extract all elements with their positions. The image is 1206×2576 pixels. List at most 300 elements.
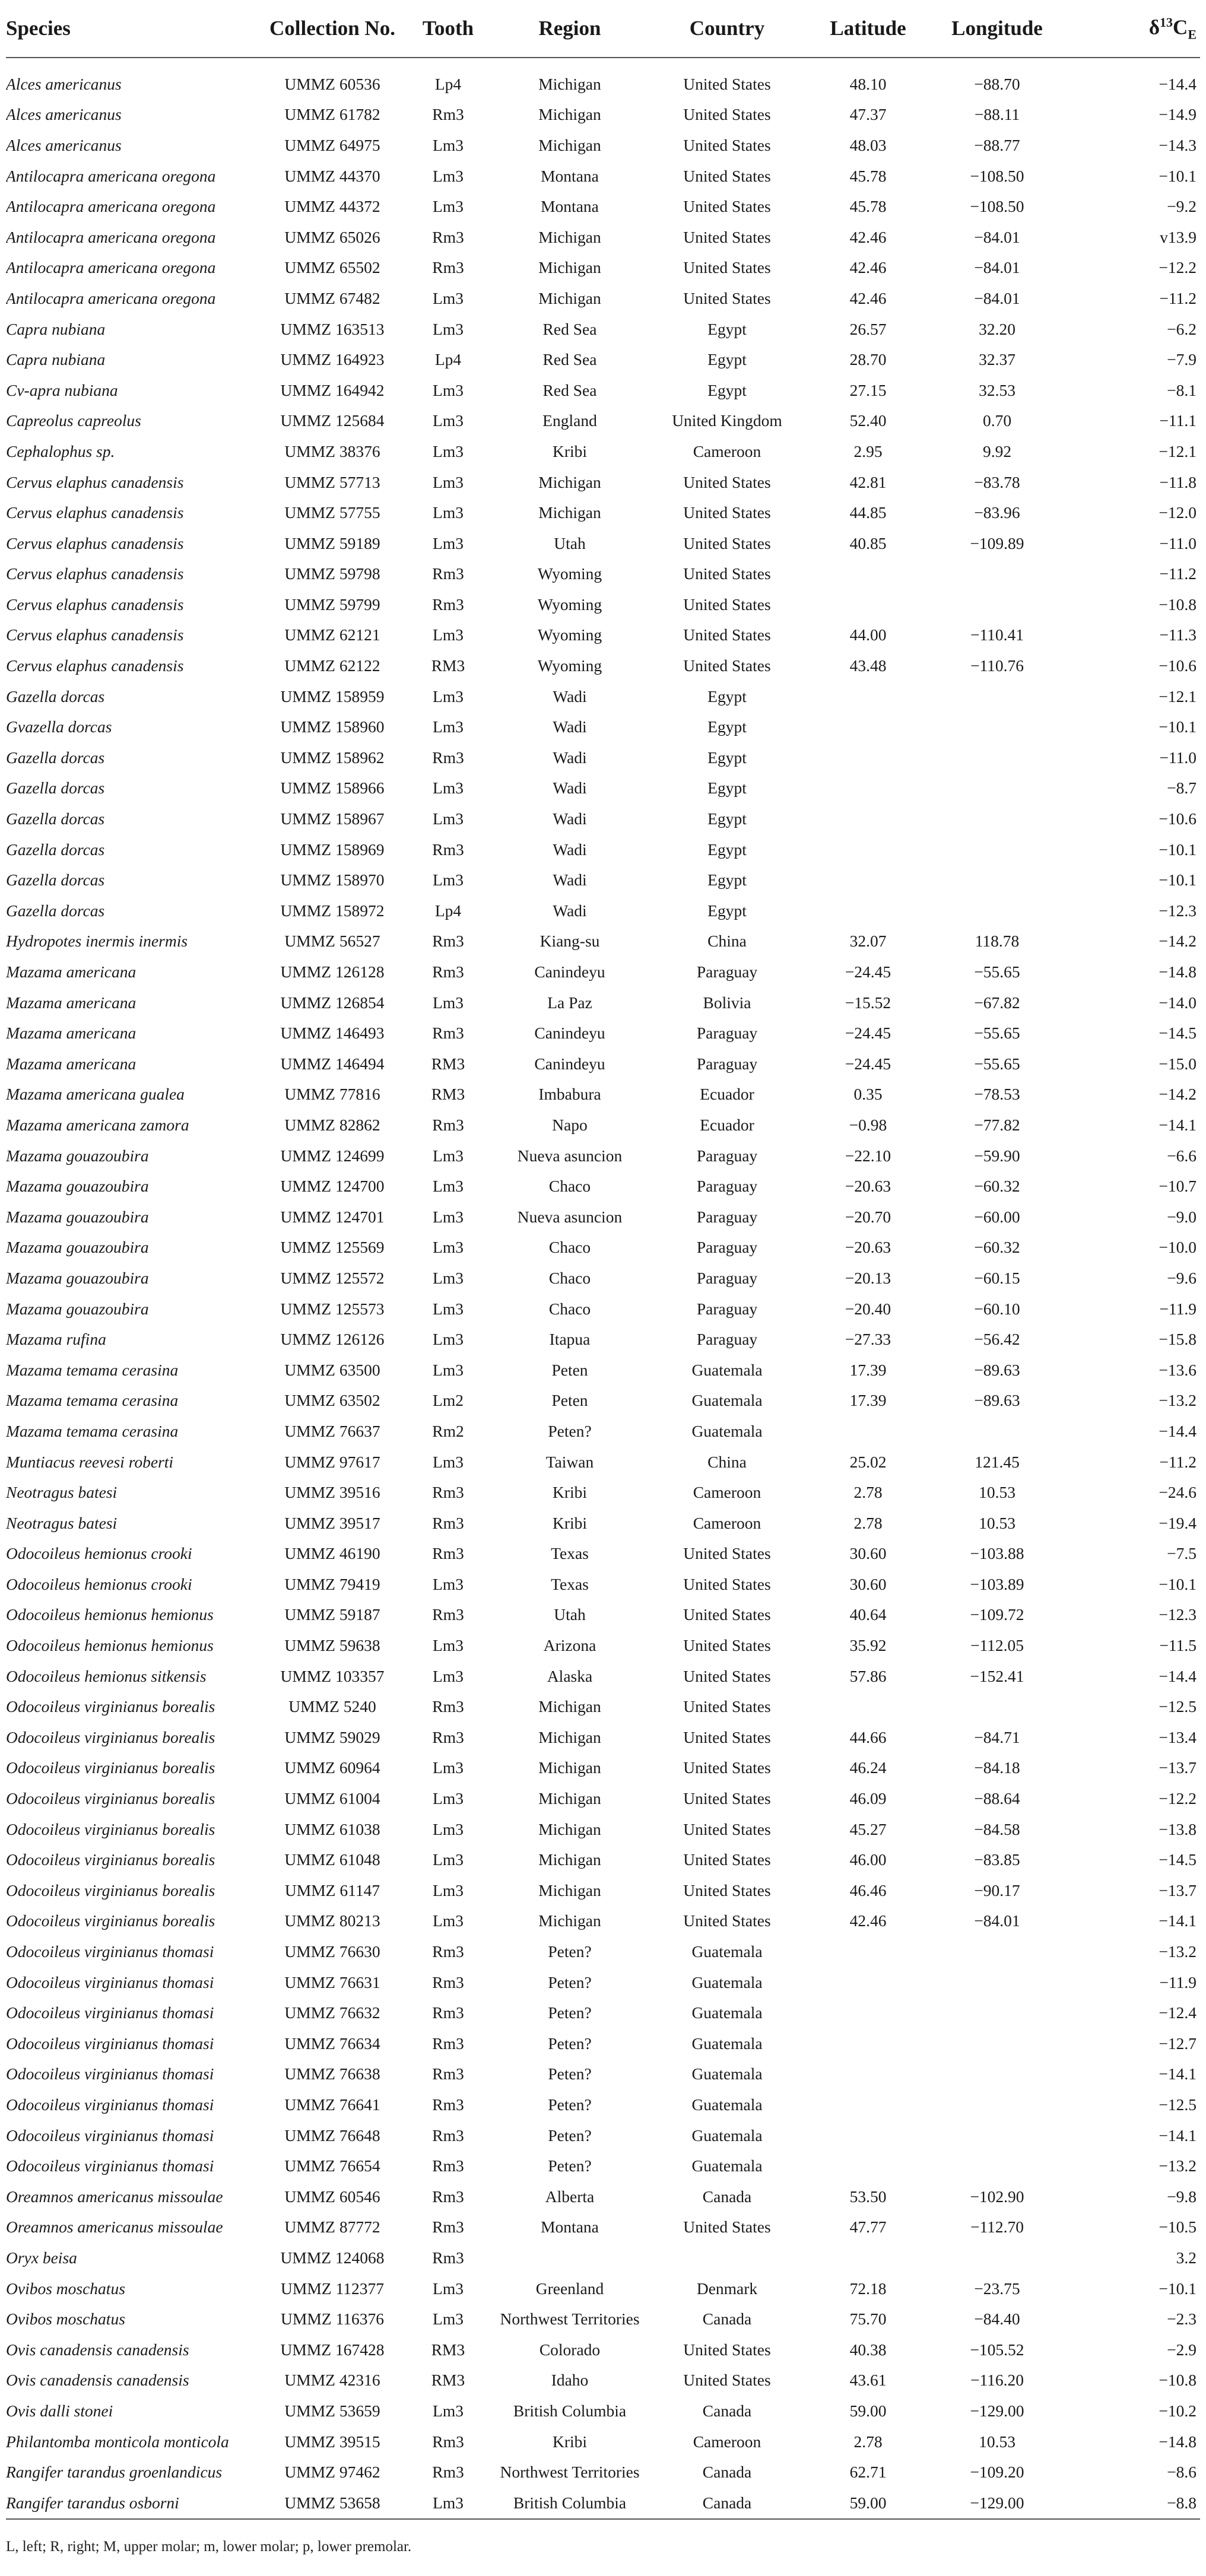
table-row	[6, 742, 1200, 773]
cell-country: China	[707, 932, 747, 951]
cell-latitude: 17.39	[849, 1391, 887, 1410]
cell-collection-no: UMMZ 61038	[284, 1819, 380, 1838]
cell-region: Wadi	[553, 687, 587, 706]
cell-country: Egypt	[707, 380, 747, 399]
cell-delta13c: −12.5	[1159, 2095, 1197, 2114]
cell-region: La Paz	[547, 993, 592, 1012]
cell-latitude: 47.37	[849, 105, 887, 124]
cell-species: Neotragus batesi	[6, 1483, 118, 1502]
cell-latitude: 46.46	[849, 1881, 887, 1900]
cell-species: Odocoileus virginianus borealis	[6, 1911, 215, 1930]
cell-latitude: 40.64	[849, 1605, 887, 1624]
cell-collection-no: UMMZ 125569	[280, 1238, 385, 1257]
cell-region: Kribi	[552, 1483, 588, 1502]
cell-country: Paraguay	[696, 1238, 758, 1257]
cell-collection-no: UMMZ 76632	[284, 2003, 380, 2022]
cell-country: Egypt	[707, 717, 747, 736]
cell-region: Chaco	[548, 1268, 591, 1287]
cell-latitude: 42.46	[849, 227, 887, 246]
cell-country	[647, 2243, 807, 2273]
cell-tooth: RM3	[431, 2371, 465, 2390]
cell-region: Montana	[541, 197, 599, 216]
cell-collection-no: UMMZ 59799	[284, 595, 380, 614]
cell-country: United States	[683, 258, 771, 277]
cell-species: Odocoileus hemionus crooki	[6, 1574, 192, 1593]
cell-collection-no: UMMZ 125572	[280, 1268, 385, 1287]
cell-country: United States	[683, 227, 771, 246]
cell-region: Michigan	[538, 1819, 601, 1838]
cell-tooth: Lm2	[433, 1391, 464, 1410]
cell-tooth: Lm3	[433, 1666, 464, 1685]
table-row	[6, 130, 1200, 161]
cell-latitude: −24.45	[845, 1024, 891, 1043]
table-row	[6, 2334, 1200, 2365]
cell-tooth: Rm3	[432, 227, 464, 246]
table-row	[6, 1386, 1200, 1416]
cell-country: Canada	[702, 2401, 752, 2420]
cell-region: Napo	[552, 1115, 588, 1134]
cell-collection-no: UMMZ 44370	[284, 166, 380, 185]
cell-country: Guatemala	[691, 1942, 763, 1961]
cell-longitude: −84.01	[974, 288, 1020, 307]
cell-species: Cervus elaphus canadensis	[6, 533, 184, 552]
cell-species: Cephalophus sp.	[6, 441, 115, 460]
cell-collection-no: UMMZ 62122	[284, 656, 380, 675]
table-row	[6, 834, 1200, 865]
cell-longitude: −105.52	[970, 2340, 1024, 2359]
cell-region: Canindeyu	[534, 1024, 605, 1043]
delta-subscript: E	[1188, 27, 1197, 42]
cell-region: Wyoming	[537, 656, 602, 675]
cell-longitude: −83.78	[974, 472, 1020, 491]
cell-country: United States	[683, 1819, 771, 1838]
cell-delta13c: −14.2	[1159, 1085, 1197, 1104]
cell-latitude: 45.78	[849, 197, 887, 216]
table-row	[6, 1202, 1200, 1233]
cell-region: Peten?	[548, 2095, 592, 2114]
cell-region: Michigan	[538, 1758, 601, 1777]
cell-delta13c: −15.8	[1159, 1330, 1197, 1349]
cell-tooth: Lm3	[433, 1299, 464, 1318]
cell-longitude: 32.37	[979, 350, 1015, 369]
cell-collection-no: UMMZ 76641	[284, 2095, 380, 2114]
table-row	[6, 2396, 1200, 2426]
cell-tooth: Lm3	[433, 2310, 464, 2329]
cell-latitude: 72.18	[849, 2279, 887, 2298]
cell-tooth: Lm3	[433, 1268, 464, 1287]
cell-latitude: −20.13	[845, 1268, 891, 1287]
cell-country: United States	[683, 2340, 771, 2359]
cell-delta13c: −6.2	[1167, 319, 1197, 338]
table-header	[6, 0, 1200, 58]
cell-tooth: Lm3	[433, 2279, 464, 2298]
cell-delta13c: −12.7	[1159, 2034, 1197, 2053]
cell-species: Odocoileus hemionus sitkensis	[6, 1666, 207, 1685]
cell-delta13c: −10.1	[1159, 166, 1197, 185]
cell-tooth: Rm3	[432, 963, 464, 982]
cell-latitude: 43.48	[849, 656, 887, 675]
cell-latitude: 2.95	[853, 441, 883, 460]
cell-latitude	[807, 1691, 929, 1722]
cell-tooth: Lm3	[433, 197, 464, 216]
table-row	[6, 559, 1200, 590]
table-row	[6, 1753, 1200, 1784]
cell-collection-no: UMMZ 39515	[284, 2432, 380, 2451]
cell-delta13c: −19.4	[1159, 1513, 1197, 1532]
table-row	[6, 467, 1200, 498]
cell-country: Guatemala	[691, 1360, 763, 1379]
cell-tooth: Rm3	[432, 1727, 464, 1746]
cell-region: Wadi	[553, 901, 587, 920]
cell-latitude	[807, 865, 929, 895]
cell-species: Cervus elaphus canadensis	[6, 564, 184, 583]
cell-collection-no: UMMZ 164942	[280, 380, 385, 399]
cell-longitude	[929, 742, 1065, 773]
cell-species: Odocoileus virginianus borealis	[6, 1850, 215, 1869]
cell-species: Antilocapra americana oregona	[6, 227, 216, 246]
cell-tooth: Rm3	[432, 2218, 464, 2237]
cell-country: Denmark	[696, 2279, 758, 2298]
cell-collection-no: UMMZ 116376	[281, 2310, 384, 2329]
cell-collection-no: UMMZ 158962	[280, 748, 385, 767]
cell-delta13c: −12.3	[1159, 901, 1197, 920]
table-row	[6, 987, 1200, 1018]
cell-region: Canindeyu	[534, 1054, 605, 1073]
cell-country: Bolivia	[703, 993, 751, 1012]
cell-collection-no: UMMZ 65502	[284, 258, 380, 277]
cell-delta13c: −12.1	[1159, 687, 1197, 706]
table-row	[6, 773, 1200, 804]
cell-tooth: Rm3	[432, 1973, 464, 1991]
cell-species: Alces americanus	[6, 105, 122, 124]
cell-country: United States	[683, 564, 771, 583]
cell-species: Cervus elaphus canadensis	[6, 595, 184, 614]
cell-delta13c: −10.2	[1159, 2401, 1197, 2420]
cell-latitude: 42.46	[849, 1911, 887, 1930]
cell-tooth: RM3	[431, 1054, 465, 1073]
cell-latitude: −20.40	[845, 1299, 891, 1318]
cell-species: Mazama americana	[6, 1054, 137, 1073]
cell-latitude: −20.63	[845, 1177, 891, 1196]
cell-collection-no: UMMZ 82862	[284, 1115, 380, 1134]
cell-latitude	[807, 2089, 929, 2120]
cell-country: United States	[683, 503, 771, 522]
table-row	[6, 712, 1200, 742]
cell-longitude: −109.89	[970, 533, 1024, 552]
cell-tooth: Rm3	[432, 1513, 464, 1532]
table-row	[6, 1141, 1200, 1171]
cell-region: Utah	[554, 1605, 586, 1624]
cell-collection-no: UMMZ 39517	[284, 1513, 380, 1532]
cell-collection-no: UMMZ 76637	[284, 1421, 380, 1440]
cell-species: Odocoileus hemionus hemionus	[6, 1605, 214, 1624]
cell-collection-no: UMMZ 77816	[284, 1085, 380, 1104]
cell-region: England	[542, 411, 597, 430]
cell-delta13c: v13.9	[1160, 227, 1197, 246]
cell-species: Mazama temama cerasina	[6, 1360, 179, 1379]
cell-collection-no: UMMZ 167428	[280, 2340, 385, 2359]
cell-tooth: Lm3	[404, 2488, 493, 2519]
cell-country: United States	[683, 533, 771, 552]
cell-region: Peten	[551, 1391, 588, 1410]
cell-species: Ovibos moschatus	[6, 2310, 125, 2329]
cell-tooth: Lm3	[433, 411, 464, 430]
cell-country: Paraguay	[696, 1207, 758, 1226]
cell-delta13c: −13.6	[1159, 1360, 1197, 1379]
cell-region: Wadi	[553, 779, 587, 798]
cell-longitude: 10.53	[979, 1483, 1015, 1502]
cell-tooth: Rm3	[432, 932, 464, 951]
cell-tooth: RM3	[431, 1085, 465, 1104]
cell-tooth: Rm2	[432, 1421, 464, 1440]
cell-country: United States	[683, 625, 771, 644]
cell-delta13c: −13.2	[1159, 1942, 1197, 1961]
table-row	[6, 2457, 1200, 2488]
cell-species: Capra nubiana	[6, 350, 106, 369]
cell-longitude: −112.05	[970, 1636, 1024, 1655]
cell-collection-no: UMMZ 76654	[284, 2156, 380, 2175]
cell-region: Wadi	[553, 809, 587, 828]
table-row	[6, 1477, 1200, 1508]
cell-species: Odocoileus hemionus crooki	[6, 1544, 192, 1563]
cell-country: Guatemala	[691, 1391, 763, 1410]
cell-delta13c: −10.1	[1159, 840, 1197, 859]
cell-longitude	[929, 834, 1065, 865]
cell-country: Egypt	[707, 809, 747, 828]
cell-country: United States	[683, 1666, 771, 1685]
table-row	[6, 1600, 1200, 1631]
cell-longitude	[929, 2120, 1065, 2151]
cell-latitude: 48.03	[849, 135, 887, 154]
cell-tooth: Lm3	[433, 1207, 464, 1226]
cell-delta13c: −9.6	[1167, 1268, 1197, 1287]
cell-longitude	[929, 1967, 1065, 1998]
table-row	[6, 2365, 1200, 2396]
cell-tooth: Lm3	[433, 1452, 464, 1471]
cell-collection-no: UMMZ 97462	[284, 2463, 380, 2482]
cell-species: Alces americanus	[6, 135, 122, 154]
cell-species: Gvazella dorcas	[6, 717, 112, 736]
cell-country: Egypt	[707, 319, 747, 338]
cell-latitude: 26.57	[849, 319, 887, 338]
cell-collection-no: UMMZ 158970	[280, 871, 385, 890]
table-row	[6, 1630, 1200, 1661]
cell-region: Peten?	[548, 1942, 592, 1961]
cell-collection-no: UMMZ 5240	[288, 1697, 376, 1716]
cell-species: Odocoileus hemionus hemionus	[6, 1636, 214, 1655]
cell-longitude: −59.90	[974, 1146, 1020, 1165]
cell-tooth: Lm3	[433, 166, 464, 185]
table-row	[6, 58, 1200, 100]
cell-tooth: Rm3	[432, 1483, 464, 1502]
cell-collection-no: UMMZ 56527	[284, 932, 380, 951]
cell-country: Cameroon	[693, 441, 761, 460]
cell-longitude: −129.00	[929, 2488, 1065, 2519]
cell-delta13c: −9.0	[1167, 1207, 1197, 1226]
cell-longitude: −83.85	[974, 1850, 1020, 1869]
cell-species: Mazama temama cerasina	[6, 1391, 179, 1410]
cell-latitude: 48.10	[849, 74, 887, 93]
cell-species: Mazama gouazoubira	[6, 1238, 149, 1257]
cell-species: Neotragus batesi	[6, 1513, 118, 1532]
cell-species: Ovis canadensis canadensis	[6, 2371, 189, 2390]
table-row	[6, 681, 1200, 712]
cell-longitude: −78.53	[974, 1085, 1020, 1104]
cell-delta13c: −11.9	[1159, 1973, 1197, 1991]
cell-latitude: 30.60	[849, 1574, 887, 1593]
cell-tooth: Lm3	[433, 288, 464, 307]
cell-species: Oreamnos americanus missoulae	[6, 2218, 223, 2237]
cell-region: Chaco	[548, 1238, 591, 1257]
cell-delta13c: −12.5	[1159, 1697, 1197, 1716]
cell-collection-no: UMMZ 61048	[284, 1850, 380, 1869]
cell-delta13c: −12.4	[1159, 2003, 1197, 2022]
cell-country: Guatemala	[691, 2034, 763, 2053]
cell-latitude: 17.39	[849, 1360, 887, 1379]
cell-country: Paraguay	[696, 963, 758, 982]
cell-region: Wyoming	[537, 595, 602, 614]
cell-latitude: 44.85	[849, 503, 887, 522]
cell-longitude: −84.01	[974, 258, 1020, 277]
cell-collection-no: UMMZ 61782	[284, 105, 380, 124]
cell-species: Odocoileus virginianus thomasi	[6, 2095, 214, 2114]
table-row	[6, 926, 1200, 957]
table-row	[6, 344, 1200, 375]
cell-country: Guatemala	[691, 2095, 763, 2114]
cell-country: Ecuador	[700, 1085, 754, 1104]
cell-latitude: −15.52	[845, 993, 891, 1012]
cell-region: Taiwan	[545, 1452, 594, 1471]
table-row	[6, 1079, 1200, 1110]
cell-collection-no: UMMZ 65026	[284, 227, 380, 246]
cell-species: Mazama rufina	[6, 1330, 106, 1349]
cell-species: Odocoileus virginianus thomasi	[6, 2064, 214, 2083]
cell-collection-no: UMMZ 64975	[284, 135, 380, 154]
cell-latitude	[807, 2151, 929, 2181]
cell-species: Odocoileus virginianus borealis	[6, 1697, 215, 1716]
header-longitude: Longitude	[929, 0, 1065, 58]
cell-delta13c: −11.3	[1159, 625, 1197, 644]
cell-country: United States	[683, 135, 771, 154]
cell-country: Guatemala	[691, 2126, 763, 2145]
cell-tooth: Lm3	[433, 1636, 464, 1655]
cell-tooth: Lm3	[433, 1146, 464, 1165]
cell-collection-no: UMMZ 158966	[280, 779, 385, 798]
cell-region: Michigan	[538, 1727, 601, 1746]
cell-region: Michigan	[538, 1850, 601, 1869]
cell-region: Wadi	[553, 871, 587, 890]
cell-collection-no: UMMZ 59187	[284, 1605, 380, 1624]
cell-longitude: −84.01	[974, 1911, 1020, 1930]
cell-longitude: −23.75	[974, 2279, 1020, 2298]
cell-tooth: Rm3	[432, 1115, 464, 1134]
cell-species: Cv-apra nubiana	[6, 380, 118, 399]
cell-country: Paraguay	[696, 1146, 758, 1165]
table-row	[6, 375, 1200, 406]
cell-delta13c: −8.8	[1065, 2488, 1200, 2519]
table-row	[6, 1324, 1200, 1355]
cell-delta13c: −14.3	[1159, 135, 1197, 154]
cell-longitude: −55.65	[974, 1024, 1020, 1043]
cell-region: Michigan	[538, 74, 601, 93]
cell-collection-no: UMMZ 124701	[280, 1207, 385, 1226]
cell-tooth: Rm3	[432, 1024, 464, 1043]
cell-delta13c: −10.7	[1159, 1177, 1197, 1196]
cell-region: Michigan	[538, 258, 601, 277]
cell-latitude: −27.33	[845, 1330, 891, 1349]
cell-latitude: 52.40	[849, 411, 887, 430]
cell-collection-no: UMMZ 61147	[284, 1881, 380, 1900]
cell-latitude: 0.35	[853, 1085, 883, 1104]
cell-collection-no: UMMZ 158969	[280, 840, 385, 859]
cell-delta13c: −14.9	[1159, 105, 1197, 124]
cell-tooth: Lm3	[433, 533, 464, 552]
cell-region: Greenland	[535, 2279, 604, 2298]
cell-longitude: −110.41	[970, 625, 1024, 644]
cell-country: United States	[683, 105, 771, 124]
cell-longitude	[929, 1691, 1065, 1722]
cell-longitude: −84.40	[974, 2310, 1020, 2329]
cell-delta13c: −14.4	[1159, 1666, 1197, 1685]
table-row	[6, 1875, 1200, 1906]
cell-region: Texas	[551, 1574, 589, 1593]
cell-latitude	[807, 559, 929, 590]
cell-latitude	[807, 773, 929, 804]
cell-collection-no: UMMZ 124068	[280, 2248, 385, 2267]
table-row	[6, 222, 1200, 253]
cell-country: Guatemala	[691, 2003, 763, 2022]
cell-region: Alaska	[547, 1666, 593, 1685]
table-row	[6, 1416, 1200, 1447]
cell-species: Odocoileus virginianus thomasi	[6, 1973, 214, 1991]
cell-species: Antilocapra americana oregona	[6, 258, 216, 277]
table-row	[6, 2089, 1200, 2120]
cell-country: United Kingdom	[672, 411, 782, 430]
cell-species: Oryx beisa	[6, 2248, 77, 2267]
cell-longitude: −103.89	[970, 1574, 1024, 1593]
cell-collection-no: UMMZ 76630	[284, 1942, 380, 1961]
cell-tooth: Lm3	[433, 1177, 464, 1196]
cell-longitude: 32.53	[979, 380, 1015, 399]
cell-region: Peten	[551, 1360, 588, 1379]
cell-country: Paraguay	[696, 1024, 758, 1043]
cell-species: Cervus elaphus canadensis	[6, 625, 184, 644]
cell-collection-no: UMMZ 59798	[284, 564, 380, 583]
cell-latitude: 40.38	[849, 2340, 887, 2359]
cell-latitude: 44.00	[849, 625, 887, 644]
cell-collection-no: UMMZ 53658	[261, 2488, 404, 2519]
table-row	[6, 1997, 1200, 2028]
cell-region: Michigan	[538, 1789, 601, 1808]
cell-latitude: 46.00	[849, 1850, 887, 1869]
table-row	[6, 1355, 1200, 1386]
header-latitude: Latitude	[807, 0, 929, 58]
table-row	[6, 1906, 1200, 1937]
cell-region: Kribi	[552, 1513, 588, 1532]
cell-region: Kribi	[552, 2432, 588, 2451]
cell-species: Odocoileus virginianus thomasi	[6, 2126, 214, 2145]
table-row	[6, 2426, 1200, 2457]
cell-longitude: −110.76	[970, 656, 1024, 675]
cell-collection-no: UMMZ 76638	[284, 2064, 380, 2083]
cell-collection-no: UMMZ 60964	[284, 1758, 380, 1777]
table-row	[6, 1233, 1200, 1263]
table-row	[6, 1691, 1200, 1722]
cell-delta13c: −9.8	[1167, 2187, 1197, 2206]
cell-collection-no: UMMZ 103357	[280, 1666, 385, 1685]
cell-longitude: −84.18	[974, 1758, 1020, 1777]
cell-longitude: −60.32	[974, 1238, 1020, 1257]
